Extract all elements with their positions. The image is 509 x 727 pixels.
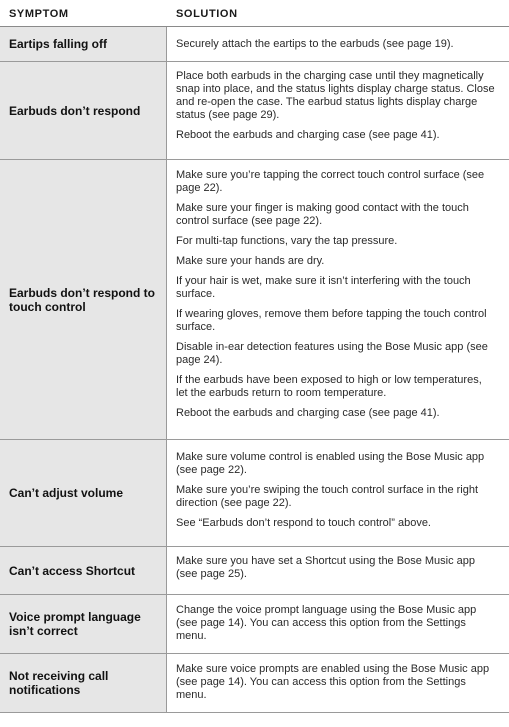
solution-cell <box>167 27 509 61</box>
solution-text: Make sure you’re tapping the correct touch control surface (see page 22). <box>176 169 485 194</box>
table-row <box>0 62 509 160</box>
solution-text: Make sure voice prompts are enabled using the Bose Music app (see page 14). You can access this option from the Settings menu. <box>176 663 490 701</box>
table-row <box>0 547 509 595</box>
symptom-cell: Voice prompt language isn’t correct <box>0 595 167 653</box>
solution-cell <box>167 160 509 439</box>
symptom-cell: Not receiving call notifications <box>0 654 167 712</box>
symptom-column-header: SYMPTOM <box>9 8 69 20</box>
table-row <box>0 27 509 62</box>
symptom-cell: Earbuds don’t respond <box>0 62 167 159</box>
solution-text: Make sure you’re swiping the touch control surface in the right direction (see page 22). <box>176 484 479 509</box>
solution-text: Disable in-ear detection features using the Bose Music app (see page 24). <box>176 341 488 366</box>
solution-text: If your hair is wet, make sure it isn’t interfering with the touch surface. <box>176 275 471 300</box>
solution-cell <box>167 654 509 712</box>
symptom-cell: Can’t adjust volume <box>0 440 167 546</box>
solution-text: Place both earbuds in the charging case until they magnetically snap into place, and the status lights display charge status. Close and re-open the case. The earbud status lights display charge status (see page 29). <box>176 70 495 121</box>
solution-text: Securely attach the eartips to the earbuds (see page 19). <box>176 38 454 50</box>
solution-text: Make sure your hands are dry. <box>176 255 325 267</box>
solution-text: If the earbuds have been exposed to high or low temperatures, let the earbuds return to room temperature. <box>176 374 482 399</box>
solution-cell <box>167 62 509 159</box>
symptom-cell: Earbuds don’t respond to touch control <box>0 160 167 439</box>
solution-text: If wearing gloves, remove them before tapping the touch control surface. <box>176 308 487 333</box>
solution-text: Make sure you have set a Shortcut using the Bose Music app (see page 25). <box>176 555 475 580</box>
table-row <box>0 595 509 654</box>
solution-text: Reboot the earbuds and charging case (see page 41). <box>176 407 440 419</box>
symptom-cell: Can’t access Shortcut <box>0 547 167 594</box>
solution-text: Change the voice prompt language using the Bose Music app (see page 14). You can access this option from the Settings menu. <box>176 604 477 642</box>
solution-text: Reboot the earbuds and charging case (see page 41). <box>176 129 440 141</box>
solution-text: Make sure your finger is making good contact with the touch control surface (see page 22). <box>176 202 469 227</box>
solution-column-header: SOLUTION <box>176 8 238 20</box>
solution-cell <box>167 595 509 653</box>
table-row <box>0 440 509 547</box>
table-row <box>0 160 509 440</box>
table-row <box>0 654 509 713</box>
table-header <box>0 0 509 27</box>
solution-text: See “Earbuds don’t respond to touch control” above. <box>176 517 431 529</box>
solution-cell <box>167 440 509 546</box>
solution-cell <box>167 547 509 594</box>
solution-text: Make sure volume control is enabled using the Bose Music app (see page 22). <box>176 451 485 476</box>
symptom-cell: Eartips falling off <box>0 27 167 61</box>
solution-text: For multi-tap functions, vary the tap pressure. <box>176 235 398 247</box>
